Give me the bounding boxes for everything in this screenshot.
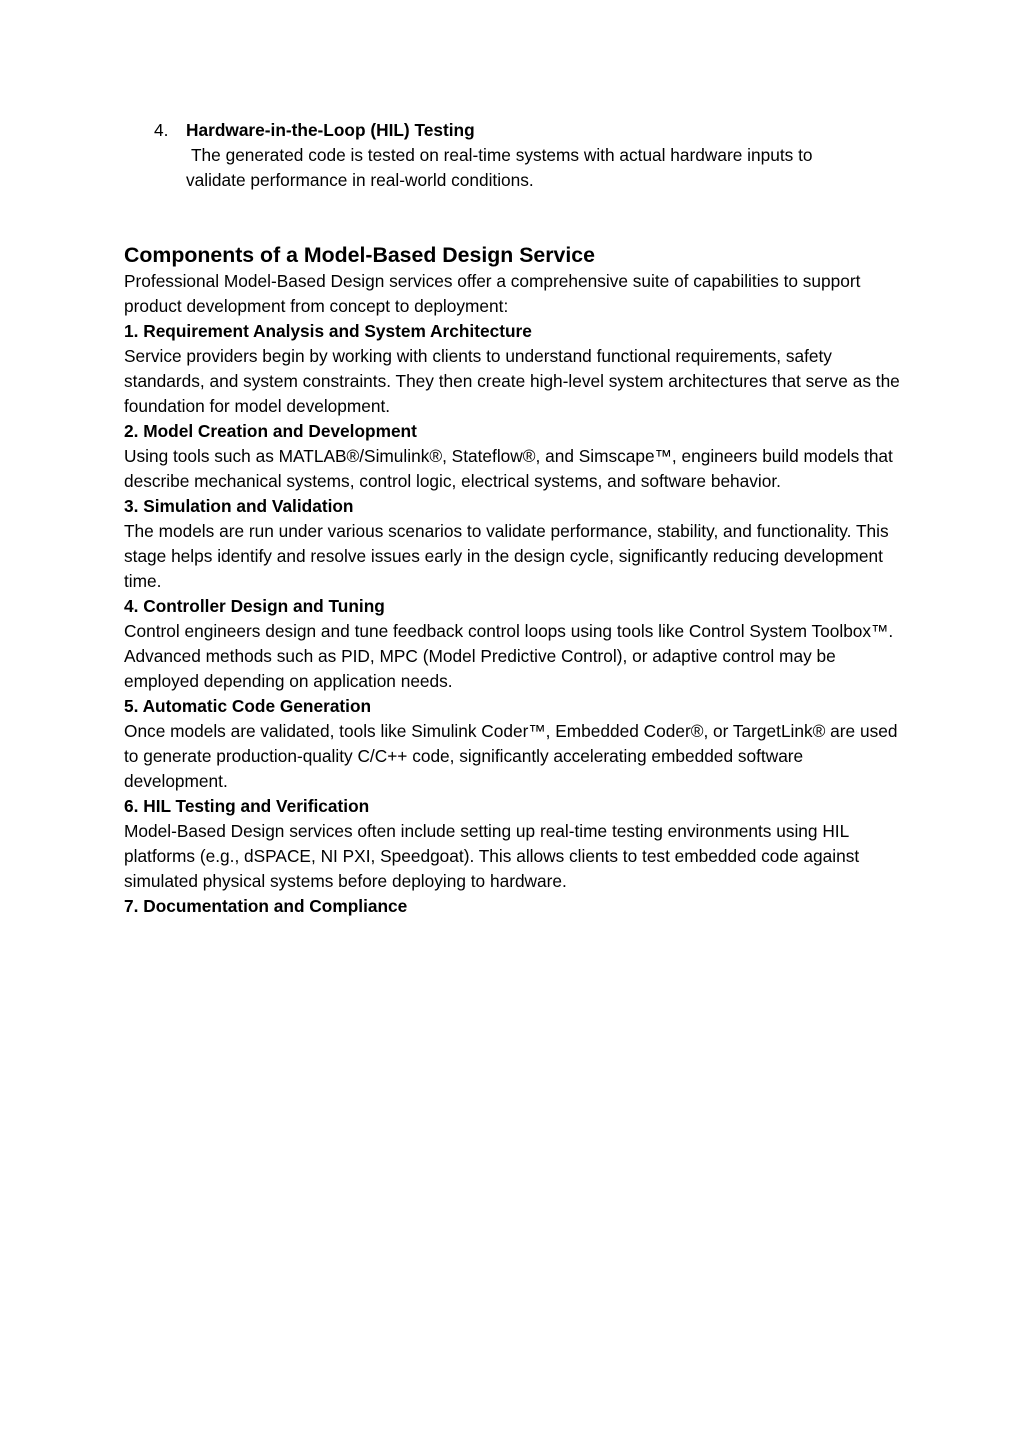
subsection-body-3: The models are run under various scenarios to validate performance, stability, and functionality. This stage helps identify and resolve issues early in the design cycle, significantly reducing development time. [124,521,889,591]
subsection-heading-4: 4. Controller Design and Tuning [124,596,385,616]
list-item-body-line2: validate performance in real-world conditions. [186,170,534,190]
subsection-heading-1: 1. Requirement Analysis and System Architecture [124,321,532,341]
subsection-heading-3: 3. Simulation and Validation [124,496,354,516]
subsection-body-2: Using tools such as MATLAB®/Simulink®, Stateflow®, and Simscape™, engineers build models that describe mechanical systems, control logic, electrical systems, and software behavior. [124,446,893,491]
list-item-body-line1: The generated code is tested on real-time systems with actual hardware inputs to [191,145,813,165]
subsection-body-4: Control engineers design and tune feedback control loops using tools like Control System Toolbox™. Advanced methods such as PID, MPC (Model Predictive Control), or adaptive control may be employed depending on application needs. [124,621,894,691]
list-item-number: 4. [154,120,169,140]
subsection-heading-6: 6. HIL Testing and Verification [124,796,370,816]
subsection-heading-5: 5. Automatic Code Generation [124,696,372,716]
list-item-title: Hardware-in-the-Loop (HIL) Testing [186,120,475,140]
subsection-body-6: Model-Based Design services often include setting up real-time testing environments using HIL platforms (e.g., dSPACE, NI PXI, Speedgoat). This allows clients to test embedded code against simulated physical systems before deploying to hardware. [124,821,860,891]
document-content [124,118,904,919]
section-heading: Components of a Model-Based Design Service [124,243,595,267]
subsection-heading-2: 2. Model Creation and Development [124,421,417,441]
subsection-heading-7: 7. Documentation and Compliance [124,896,408,916]
subsection-body-5: Once models are validated, tools like Simulink Coder™, Embedded Coder®, or TargetLink® are used to generate production-quality C/C++ code, significantly accelerating embedded software development. [124,721,898,791]
list-item-hil-testing [154,118,904,193]
section-intro: Professional Model-Based Design services offer a comprehensive suite of capabilities to support product development from concept to deployment: [124,271,861,316]
subsection-body-1: Service providers begin by working with clients to understand functional requirements, safety standards, and system constraints. They then create high-level system architectures that serve as the foundation for model development. [124,346,900,416]
